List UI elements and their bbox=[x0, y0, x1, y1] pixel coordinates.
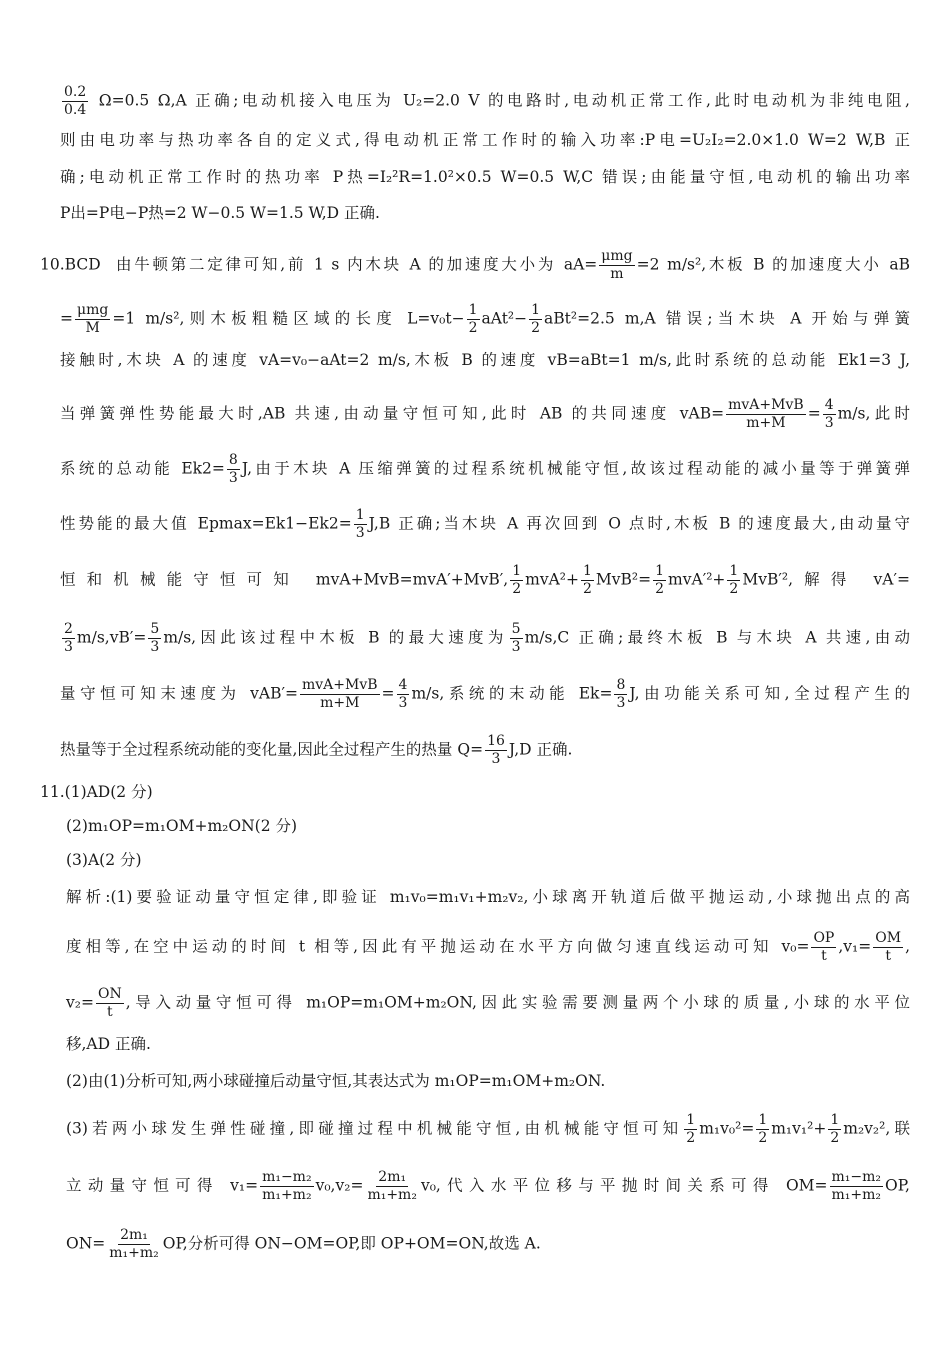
fraction: $\frac{5}{3}$ bbox=[150, 621, 160, 655]
p9-line-2: 则由电功率与热功率各自的定义式,得电动机正常工作时的输入功率:P电=U₂I₂=2.0×1.0 W=2 W,B 正 bbox=[60, 131, 910, 149]
fraction: $\frac{1}{3}$ bbox=[355, 507, 365, 541]
fraction: $\frac{1}{2}$ bbox=[512, 563, 522, 597]
problem-number: 10. bbox=[40, 255, 65, 274]
fraction: $\frac{OP}{t}$ bbox=[813, 930, 835, 964]
p9-line-1: $\frac{0.2}{0.4}$ Ω=0.5 Ω,A 正确;电动机接入电压为 U₂=2.0 V 的电路时,电动机正常工作,此时电动机为非纯电阻, bbox=[64, 84, 910, 118]
fraction: $\frac{\text{m₁−m₂}}{\text{m₁+m₂}}$ bbox=[262, 1169, 312, 1203]
fraction: $\frac{1}{2}$ bbox=[582, 563, 592, 597]
fraction: $\frac{1}{2}$ bbox=[830, 1112, 840, 1146]
answer-key: BCD bbox=[64, 255, 101, 274]
fraction: $\frac{1}{2}$ bbox=[758, 1112, 768, 1146]
p11-solution-3: v₂= $\frac{ON}{t}$ ,导入动量守恒可得 m₁OP=m₁OM+m₂ON,因此实验需要测量两个小球的质量,小球的水平位 bbox=[66, 986, 910, 1020]
p10-line-3: 接触时,木块 A 的速度 vA=v₀−aAt=2 m/s,木板 B 的速度 vB=aBt=1 m/s,此时系统的总动能 Ek1=3 J, bbox=[60, 351, 910, 369]
fraction: $\frac{5}{3}$ bbox=[511, 621, 521, 655]
fraction: $\frac{4}{3}$ bbox=[824, 397, 834, 431]
fraction: $\frac{8}{3}$ bbox=[228, 452, 238, 486]
p11-solution-8: ON= $\frac{\text{2m₁}}{\text{m₁+m₂}}$ OP,分析可得 ON−OM=OP,即 OP+OM=ON,故选 A. bbox=[66, 1227, 541, 1261]
p11-solution-1: 解析:(1)要验证动量守恒定律,即验证 m₁v₀=m₁v₁+m₂v₂,小球离开轨道后做平抛运动,小球抛出点的高 bbox=[66, 888, 910, 906]
fraction: $\frac{1}{2}$ bbox=[686, 1112, 696, 1146]
p10-line-5: 系统的总动能 Ek2= $\frac{8}{3}$ J,由于木块 A 压缩弹簧的过程系统机械能守恒,故该过程动能的减小量等于弹簧弹 bbox=[60, 452, 910, 486]
fraction: $\frac{4}{3}$ bbox=[398, 677, 408, 711]
fraction: $\frac{\text{mvA+MvB}}{m+M}$ bbox=[728, 397, 804, 431]
fraction: $\frac{1}{2}$ bbox=[655, 563, 665, 597]
p10-line-4: 当弹簧弹性势能最大时,AB 共速,由动量守恒可知,此时 AB 的共同速度 vAB= $\frac{\text{mvA+MvB}}{m+M}$ = $\frac{4}{3}$ m/s,此时 bbox=[60, 397, 910, 431]
p10-line-10: 热量等于全过程系统动能的变化量,因此全过程产生的热量 Q= $\frac{16}{3}$ J,D 正确. bbox=[60, 733, 573, 767]
p11-line-1: 11.(1)AD(2 分) bbox=[40, 783, 153, 801]
p10-line-6: 性势能的最大值 Epmax=Ek1−Ek2= $\frac{1}{3}$ J,B 正确;当木块 A 再次回到 O 点时,木板 B 的速度最大,由动量守 bbox=[60, 507, 910, 541]
fraction: $\frac{0.2}{0.4}$ bbox=[64, 84, 87, 118]
fraction: $\frac{1}{2}$ bbox=[729, 563, 739, 597]
fraction: $\frac{OM}{t}$ bbox=[875, 930, 902, 964]
fraction: $\frac{\text{m₁−m₂}}{\text{m₁+m₂}}$ bbox=[831, 1169, 882, 1203]
fraction: $\frac{\text{μmg}}{M}$ bbox=[77, 302, 109, 336]
problem-number: 11. bbox=[40, 783, 65, 801]
p10-line-8: $\frac{2}{3}$ m/s,vB′= $\frac{5}{3}$ m/s,因此该过程中木板 B 的最大速度为 $\frac{5}{3}$ m/s,C 正确;最终木板 B 与木块 A 共速,由动 bbox=[64, 621, 911, 655]
p11-solution-2: 度相等,在空中运动的时间 t 相等,因此有平抛运动在水平方向做匀速直线运动可知 v₀= $\frac{OP}{t}$ ,v₁= $\frac{OM}{t}$ , bbox=[66, 930, 910, 964]
p10-line-1: 10.BCD 由牛顿第二定律可知,前 1 s 内木块 A 的加速度大小为 aA= $\frac{\text{μmg}}{m}$ =2 m/s²,木板 B 的加速度大小 aB bbox=[40, 248, 910, 282]
p11-line-2: (2)m₁OP=m₁OM+m₂ON(2 分) bbox=[66, 817, 298, 835]
fraction: $\frac{1}{2}$ bbox=[468, 302, 478, 336]
fraction: $\frac{ON}{t}$ bbox=[97, 986, 122, 1020]
fraction: $\frac{1}{2}$ bbox=[531, 302, 541, 336]
fraction: $\frac{2}{3}$ bbox=[64, 621, 73, 655]
p11-solution-4: 移,AD 正确. bbox=[66, 1035, 151, 1053]
p11-line-3: (3)A(2 分) bbox=[66, 851, 142, 869]
fraction: $\frac{\text{mvA+MvB}}{m+M}$ bbox=[301, 677, 378, 711]
p9-line-4: P出=P电−P热=2 W−0.5 W=1.5 W,D 正确. bbox=[60, 204, 380, 222]
p11-solution-6: (3)若两小球发生弹性碰撞,即碰撞过程中机械能守恒,由机械能守恒可知 $\frac{1}{2}$ m₁v₀²= $\frac{1}{2}$ m₁v₁²+ $\frac{1}{2}$ m₂v₂²,联 bbox=[66, 1112, 910, 1146]
fraction: $\frac{\text{2m₁}}{\text{m₁+m₂}}$ bbox=[109, 1227, 159, 1261]
p9-line-3: 确;电动机正常工作时的热功率 P热=I₂²R=1.0²×0.5 W=0.5 W,C 错误;由能量守恒,电动机的输出功率 bbox=[60, 168, 910, 186]
p11-solution-5: (2)由(1)分析可知,两小球碰撞后动量守恒,其表达式为 m₁OP=m₁OM+m₂ON. bbox=[66, 1072, 606, 1090]
p11-solution-7: 立动量守恒可得 v₁= $\frac{\text{m₁−m₂}}{\text{m₁+m₂}}$ v₀,v₂= $\frac{\text{2m₁}}{\text{m₁+m₂}}$ v₀,代入水平位移与平抛时间关系可得 OM= $\frac{\text{m₁−m₂}}{\text{m₁+m₂}}$ OP, bbox=[66, 1169, 910, 1203]
fraction: $\frac{16}{3}$ bbox=[487, 733, 505, 767]
p10-line-9: 量守恒可知末速度为 vAB′= $\frac{\text{mvA+MvB}}{m+M}$ = $\frac{4}{3}$ m/s,系统的末动能 Ek= $\frac{8}{3}$ J,由功能关系可知,全过程产生的 bbox=[60, 677, 910, 711]
p10-line-7: 恒和机械能守恒可知 mvA+MvB=mvA′+MvB′, $\frac{1}{2}$ mvA²+ $\frac{1}{2}$ MvB²= $\frac{1}{2}$ mvA′²+ $\frac{1}{2}$ MvB′²,解得 vA′= bbox=[60, 563, 911, 597]
fraction: $\frac{8}{3}$ bbox=[616, 677, 626, 711]
p10-line-2: = $\frac{\text{μmg}}{M}$ =1 m/s²,则木板粗糙区域的长度 L=v₀t− $\frac{1}{2}$ aAt²− $\frac{1}{2}$ aBt²=2.5 m,A 错误;当木块 A 开始与弹簧 bbox=[60, 302, 911, 336]
fraction: $\frac{\text{2m₁}}{\text{m₁+m₂}}$ bbox=[367, 1169, 417, 1203]
fraction: $\frac{\text{μmg}}{m}$ bbox=[601, 248, 633, 282]
